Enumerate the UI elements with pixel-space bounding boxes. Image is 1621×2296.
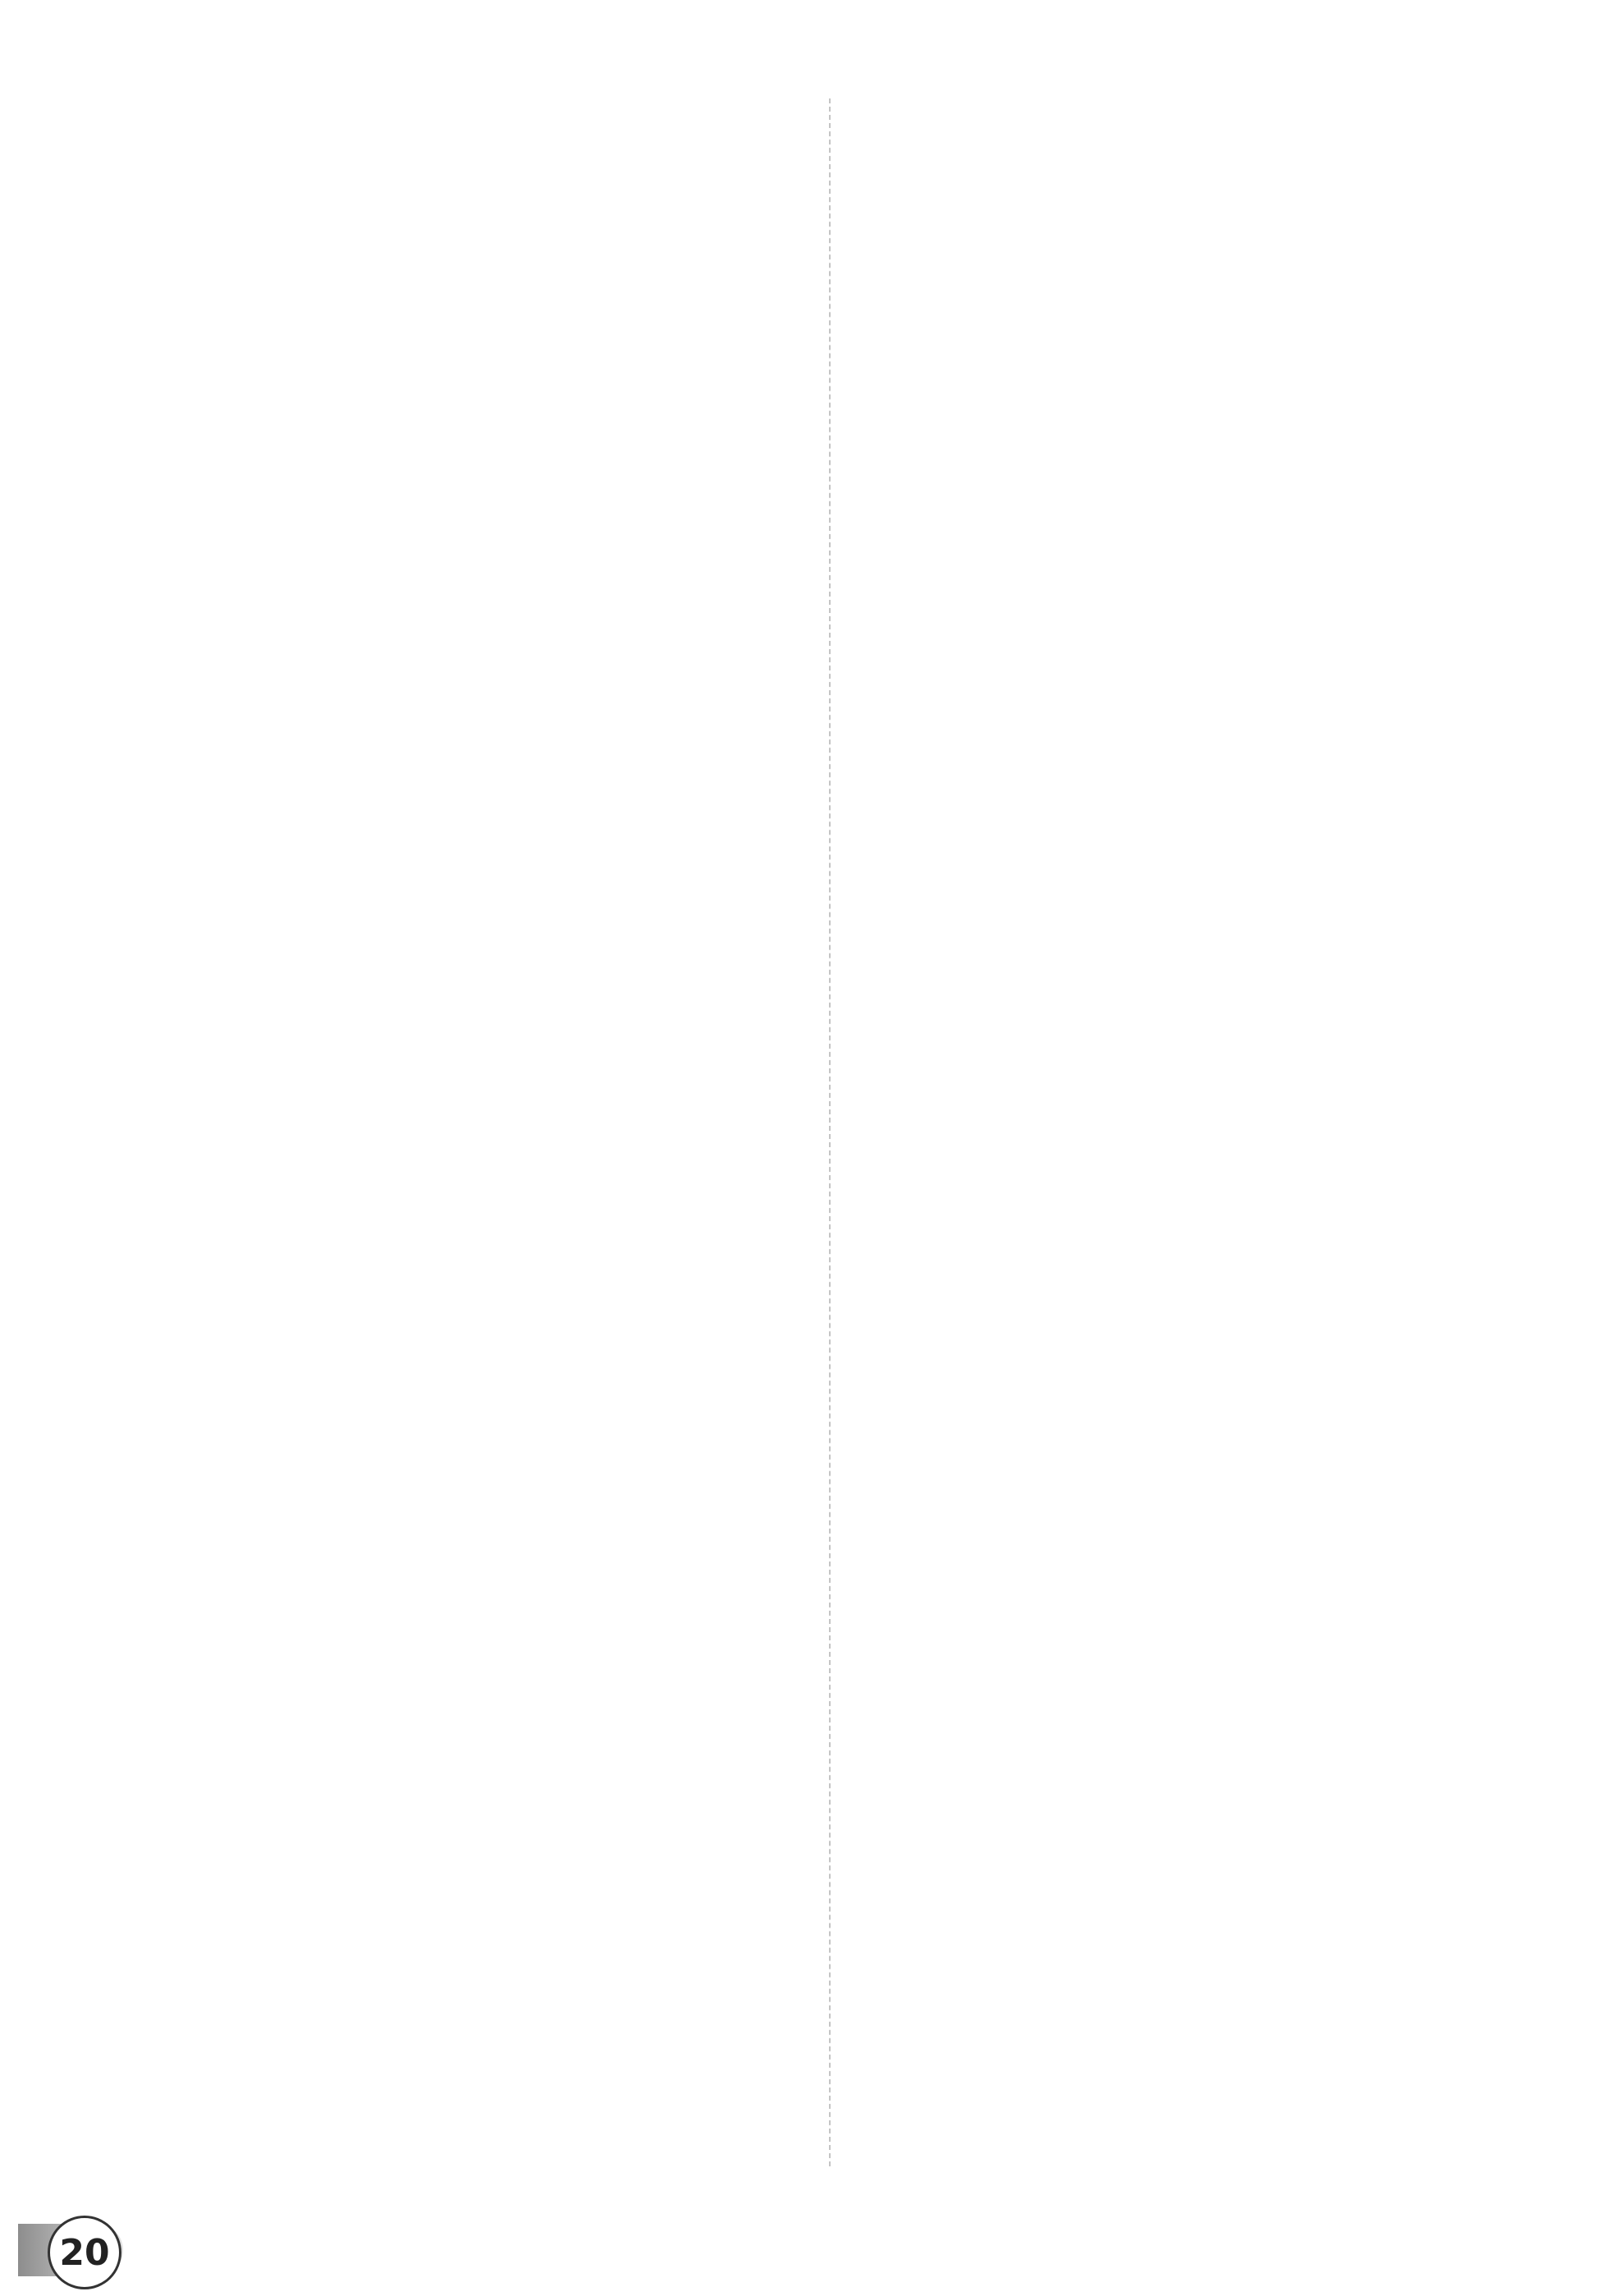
page-number: 20 [48,2216,121,2289]
column-divider [829,98,831,2166]
